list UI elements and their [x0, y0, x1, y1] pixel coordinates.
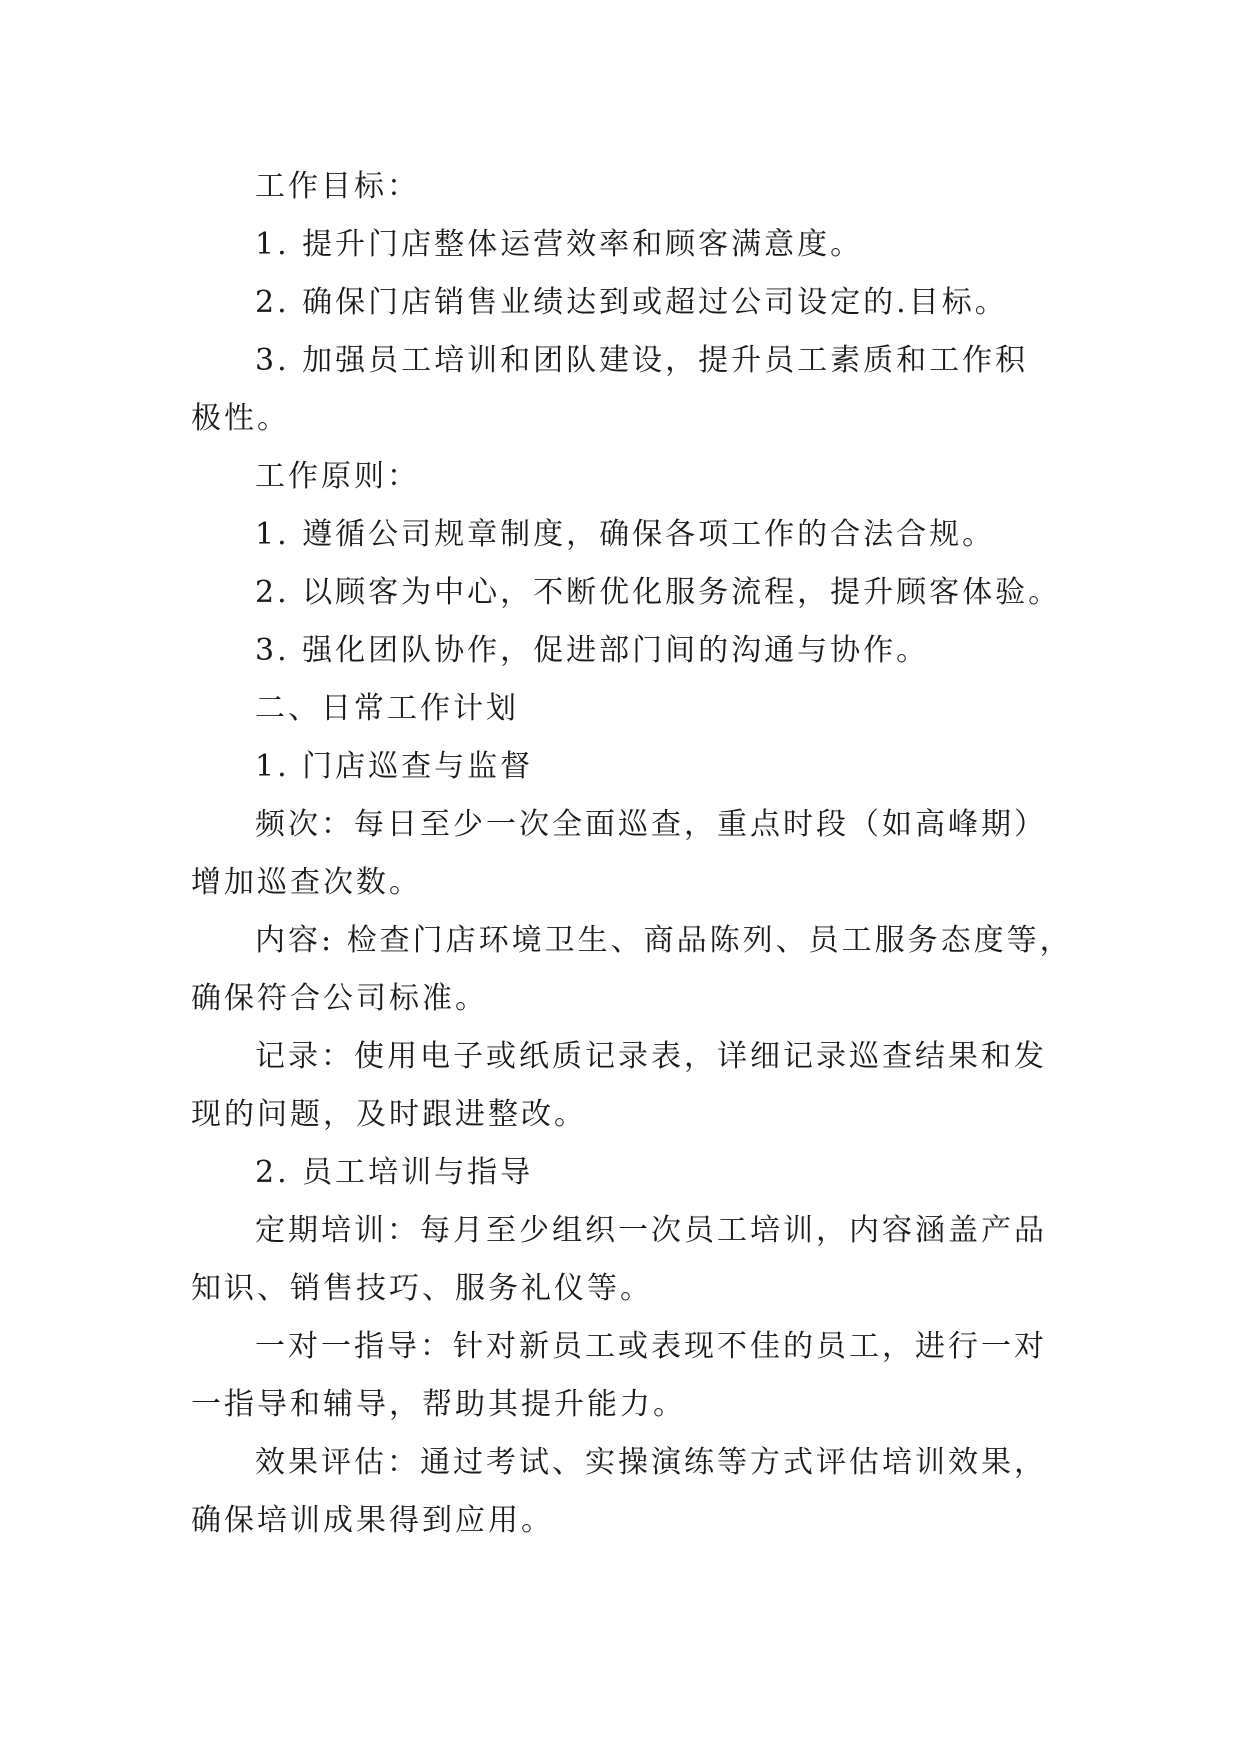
text-line: 1. 门店巡查与监督	[255, 749, 534, 784]
text-line: 确保培训成果得到应用。	[191, 1503, 554, 1538]
text-line: 工作原则：	[255, 459, 420, 494]
text-line: 定期培训：每月至少组织一次员工培训，内容涵盖产品	[255, 1213, 1047, 1248]
document-body	[191, 158, 1091, 1550]
text-line: 2. 确保门店销售业绩达到或超过公司设定的.目标。	[255, 285, 1008, 320]
text-line: 增加巡查次数。	[191, 865, 422, 900]
text-line: 内容: 检查门店环境卫生、商品陈列、员工服务态度等，	[255, 923, 1073, 958]
text-line: 效果评估：通过考试、实操演练等方式评估培训效果，	[255, 1445, 1047, 1480]
text-line: 3. 强化团队协作，促进部门间的沟通与协作。	[255, 633, 930, 668]
text-line: 2. 以顾客为中心，不断优化服务流程，提升顾客体验。	[255, 575, 1062, 610]
text-line: 一对一指导：针对新员工或表现不佳的员工，进行一对	[255, 1329, 1047, 1364]
text-line: 1. 提升门店整体运营效率和顾客满意度。	[255, 227, 864, 262]
text-line: 知识、销售技巧、服务礼仪等。	[191, 1271, 653, 1306]
text-line: 现的问题，及时跟进整改。	[191, 1097, 587, 1132]
text-line: 工作目标：	[255, 169, 420, 204]
text-line: 1. 遵循公司规章制度，确保各项工作的合法合规。	[255, 517, 996, 552]
text-line: 2. 员工培训与指导	[255, 1155, 534, 1190]
text-line: 极性。	[191, 401, 290, 436]
text-line: 一指导和辅导，帮助其提升能力。	[191, 1387, 686, 1422]
text-line: 确保符合公司标准。	[191, 981, 488, 1016]
text-line: 频次：每日至少一次全面巡查，重点时段（如高峰期）	[255, 807, 1047, 842]
text-line: 二、日常工作计划	[255, 691, 519, 726]
text-line: 记录：使用电子或纸质记录表，详细记录巡查结果和发	[255, 1039, 1047, 1074]
text-line: 3. 加强员工培训和团队建设，提升员工素质和工作积	[255, 343, 1029, 378]
